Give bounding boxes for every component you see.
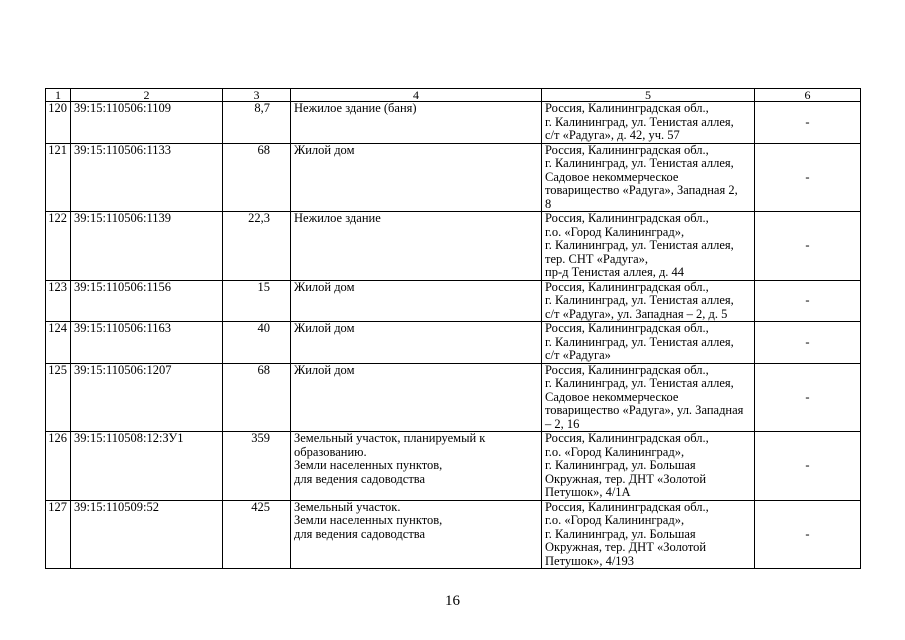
cadastral-number: 39:15:110506:1133 [71, 143, 223, 212]
description-line: Жилой дом [294, 362, 355, 377]
description-line: образованию. [294, 444, 367, 459]
table-body [46, 102, 861, 569]
address-line: г. Калининград, ул. Тенистая аллея, [545, 238, 734, 252]
address-line: г. Калининград, ул. Тенистая аллея, [545, 114, 734, 129]
address-line: Россия, Калининградская обл., [545, 431, 709, 445]
cadastral-number: 39:15:110509:52 [71, 500, 223, 569]
row-number: 120 [46, 102, 71, 144]
object-address [542, 322, 755, 364]
address-line: пр-д Тенистая аллея, д. 44 [545, 265, 685, 279]
object-address [542, 500, 755, 569]
cadastral-number: 39:15:110506:1207 [71, 363, 223, 432]
address-line: с/т «Радуга», ул. Западная – 2, д. 5 [545, 306, 728, 321]
row-number: 123 [46, 280, 71, 322]
address-line: Россия, Калининградская обл., [545, 211, 709, 225]
note-value: - [755, 280, 861, 322]
address-line: г. Калининград, ул. Большая [545, 458, 696, 472]
address-line: с/т «Радуга» [545, 348, 611, 362]
description-line: Земли населенных пунктов, [294, 458, 443, 472]
area-value: 359 [223, 432, 291, 501]
area-value: 68 [223, 143, 291, 212]
object-address [542, 280, 755, 322]
address-line: Садовое некоммерческое [545, 169, 679, 184]
address-line: г. Калининград, ул. Большая [545, 526, 696, 541]
object-description [291, 102, 542, 144]
page-number: 16 [445, 593, 460, 609]
note-value: - [755, 432, 861, 501]
address-line: г. Калининград, ул. Тенистая аллея, [545, 334, 734, 349]
address-line: Россия, Калининградская обл., [545, 362, 709, 377]
table-row [46, 102, 861, 144]
address-line: Россия, Калининградская обл., [545, 321, 709, 335]
object-description [291, 280, 542, 322]
cadastral-number: 39:15:110506:1163 [71, 322, 223, 364]
address-line: Россия, Калининградская обл., [545, 279, 709, 294]
header-col-3: 3 [223, 89, 291, 102]
object-description [291, 212, 542, 281]
header-col-5: 5 [542, 89, 755, 102]
table-row [46, 212, 861, 281]
table-row [46, 280, 861, 322]
address-line: Петушок», 4/1А [545, 485, 631, 499]
address-line: г. Калининград, ул. Тенистая аллея, [545, 293, 734, 307]
address-line: Россия, Калининградская обл., [545, 142, 709, 157]
table-row [46, 322, 861, 364]
address-line: Петушок», 4/193 [545, 553, 635, 568]
note-value: - [755, 500, 861, 569]
row-number: 122 [46, 212, 71, 281]
description-line: Нежилое здание [294, 211, 381, 225]
table-row [46, 500, 861, 569]
address-line: Окружная, тер. ДНТ «Золотой [545, 540, 707, 554]
table-row [46, 432, 861, 501]
row-number: 124 [46, 322, 71, 364]
object-description [291, 143, 542, 212]
address-line: – 2, 16 [545, 416, 580, 431]
object-address [542, 363, 755, 432]
table-row [46, 143, 861, 212]
address-line: г.о. «Город Калининград», [545, 444, 685, 459]
table-row [46, 363, 861, 432]
address-line: Окружная, тер. ДНТ «Золотой [545, 471, 707, 486]
address-line: Россия, Калининградская обл., [545, 101, 709, 115]
address-line: г.о. «Город Калининград», [545, 513, 685, 527]
address-line: 8 [545, 196, 552, 211]
row-number: 126 [46, 432, 71, 501]
object-description [291, 500, 542, 569]
address-line: с/т «Радуга», д. 42, уч. 57 [545, 128, 680, 142]
object-address [542, 102, 755, 144]
description-line: Земельный участок, планируемый к [294, 431, 486, 445]
note-value: - [755, 212, 861, 281]
cadastral-number: 39:15:110506:1109 [71, 102, 223, 144]
description-line: для ведения садоводства [294, 471, 426, 486]
object-description [291, 322, 542, 364]
object-address [542, 143, 755, 212]
address-line: товарищество «Радуга», ул. Западная [545, 403, 744, 417]
registry-table [45, 88, 861, 569]
row-number: 127 [46, 500, 71, 569]
description-line: Жилой дом [294, 321, 355, 335]
table-header [46, 89, 861, 102]
address-line: г. Калининград, ул. Тенистая аллея, [545, 156, 734, 170]
object-description [291, 363, 542, 432]
description-line: Нежилое здание (баня) [294, 101, 417, 115]
area-value: 68 [223, 363, 291, 432]
area-value: 40 [223, 322, 291, 364]
header-col-4: 4 [291, 89, 542, 102]
address-line: товарищество «Радуга», Западная 2, [545, 183, 738, 197]
header-row [46, 89, 861, 102]
object-description [291, 432, 542, 501]
header-col-2: 2 [71, 89, 223, 102]
area-value: 8,7 [223, 102, 291, 144]
note-value: - [755, 363, 861, 432]
address-line: тер. СНТ «Радуга», [545, 251, 649, 266]
area-value: 22,3 [223, 212, 291, 281]
area-value: 15 [223, 280, 291, 322]
description-line: Земельный участок. [294, 499, 401, 514]
note-value: - [755, 322, 861, 364]
address-line: Садовое некоммерческое [545, 389, 679, 404]
object-address [542, 432, 755, 501]
row-number: 125 [46, 363, 71, 432]
description-line: Земли населенных пунктов, [294, 513, 443, 527]
note-value: - [755, 102, 861, 144]
header-col-1: 1 [46, 89, 71, 102]
header-col-6: 6 [755, 89, 861, 102]
description-line: Жилой дом [294, 279, 355, 294]
cadastral-number: 39:15:110508:12:ЗУ1 [71, 432, 223, 501]
note-value: - [755, 143, 861, 212]
description-line: для ведения садоводства [294, 526, 426, 541]
area-value: 425 [223, 500, 291, 569]
address-line: г.о. «Город Калининград», [545, 224, 685, 239]
cadastral-number: 39:15:110506:1156 [71, 280, 223, 322]
row-number: 121 [46, 143, 71, 212]
address-line: Россия, Калининградская обл., [545, 499, 709, 514]
description-line: Жилой дом [294, 142, 355, 157]
object-address [542, 212, 755, 281]
address-line: г. Калининград, ул. Тенистая аллея, [545, 376, 734, 390]
cadastral-number: 39:15:110506:1139 [71, 212, 223, 281]
